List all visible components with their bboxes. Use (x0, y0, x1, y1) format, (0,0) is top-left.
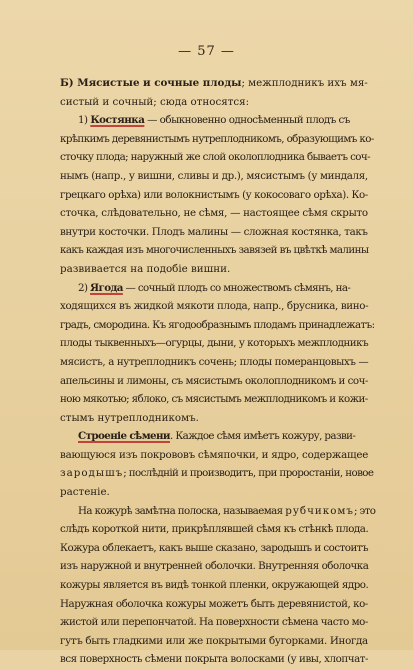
text-span: сточку плода; наружный же слой околоплодника бываетъ соч- (60, 151, 370, 164)
text-line (60, 130, 374, 149)
text-span: гутъ быть гладкими или же покрытыми бугорками. Иногда (60, 634, 368, 647)
text-span: — обыкновенно односѣменный плодъ съ (144, 114, 350, 127)
heading-term: Строеніе сѣмени (78, 430, 170, 443)
text-line (60, 353, 368, 372)
text-line (60, 446, 368, 465)
text-span: грецкаго орѣха) или волокнистымъ (у кокосоваго орѣха). Ко- (60, 188, 368, 201)
text-span: систый и сочный; сюда относятся: (60, 95, 250, 108)
text-span: ; послѣдній и производитъ, при проростаніи, новое (123, 467, 374, 480)
text-span: ходящихся въ жидкой мякоти плода, напр., брусника, вино- (60, 300, 369, 313)
heading-term: Костянка (90, 114, 145, 127)
text-span: крѣпкимъ деревянистымъ нутреплодникомъ, образующимъ ко- (60, 132, 374, 145)
text-line (60, 595, 368, 614)
text-line (60, 409, 368, 428)
text-line (60, 483, 368, 502)
text-span: Кожура облекаетъ, какъ выше сказано, зародышъ и состоитъ (60, 541, 369, 554)
text-line (60, 186, 368, 205)
text-line (60, 260, 368, 279)
text-line (60, 334, 368, 353)
text-line (60, 502, 376, 521)
heading-term: Ягода (90, 281, 123, 294)
text-line (60, 223, 368, 242)
text-span: градъ, смородина. Къ ягодообразнымъ плодамъ принадлежатъ: (60, 318, 375, 331)
text-line (60, 390, 368, 409)
text-span: На кожурѣ замѣтна полоска, называемая (78, 504, 286, 517)
text-span: развивается на подобіе вишни. (60, 262, 231, 275)
text-line (60, 241, 368, 260)
text-line (60, 372, 368, 391)
spaced-term: зародышъ (60, 467, 124, 480)
text-line (60, 316, 375, 335)
heading-term: Б) (60, 77, 78, 89)
text-span: вающуюся изъ покрововъ сѣмяпочки, и ядро, содержащее (60, 448, 369, 461)
text-line (60, 204, 368, 223)
text-span: нымъ (напр., у вишни, сливы и др.), мясистымъ (у миндаля, (60, 169, 368, 182)
text-span: плоды тыквенныхъ—огурцы, дыни, у которыхъ межплодникъ (60, 337, 369, 350)
text-line (60, 632, 368, 651)
text-line (60, 650, 368, 669)
text-span: Наружная оболочка кожуры можетъ быть деревянистой, ко- (60, 597, 368, 610)
heading-term: Мясистые и сочные плоды (77, 77, 242, 89)
text-line (60, 539, 368, 558)
text-span: ною мякотью; яблоко, съ мясистымъ межплодникомъ и кожи- (60, 393, 368, 406)
text-span: 1) (78, 114, 91, 127)
text-span: кожуры является въ видѣ тонкой пленки, окружающей ядро. (60, 579, 369, 592)
text-span: слѣдъ короткой нити, прикрѣплявшей сѣмя къ стѣнкѣ плода. (60, 523, 369, 536)
page-number: — 57 — (178, 44, 235, 59)
text-line (60, 93, 368, 112)
text-line (60, 613, 368, 632)
text-span: ; это (353, 504, 376, 517)
text-span: 2) (78, 281, 91, 294)
text-line (60, 427, 368, 446)
text-line (60, 111, 368, 130)
text-line (60, 279, 368, 298)
text-line (60, 557, 368, 576)
text-span: ; межплодникъ ихъ мя- (241, 77, 368, 89)
text-line (60, 167, 368, 186)
text-line (60, 297, 368, 316)
text-span: жистой или перепончатой. На поверхности сѣмена часто мо- (60, 616, 368, 629)
text-span: внутри косточки. Плодъ малины — сложная костянка, такъ (60, 225, 368, 238)
text-span: вся поверхность сѣмени покрыта волосками (у ивы, хлопчат- (60, 653, 369, 666)
text-span: стымъ нутреплодникомъ. (60, 411, 199, 424)
text-span: — сочный плодъ со множествомъ сѣмянъ, на- (122, 281, 351, 294)
text-line (60, 576, 368, 595)
text-line (60, 520, 368, 539)
text-span: мясистъ, а нутреплодникъ сочень; плоды померанцовыхъ — (60, 355, 369, 368)
text-span: сточка, слѣдовательно, не сѣмя, — настоящее сѣмя скрыто (60, 207, 368, 220)
text-line (60, 464, 374, 483)
body-text (60, 74, 376, 669)
text-span: апельсины и лимоны, съ мясистымъ околоплодникомъ и соч- (60, 374, 368, 387)
text-span: изъ наружной и внутренней оболочки. Внутренняя оболочка (60, 560, 369, 573)
text-line (60, 148, 368, 167)
text-span: . Каждое сѣмя имѣетъ кожуру, разви- (169, 430, 356, 443)
text-span: какъ каждая изъ многочисленныхъ завязей въ цвѣткѣ малины (60, 244, 369, 257)
text-span: растеніе. (60, 486, 110, 499)
spaced-term: рубчикомъ (285, 504, 354, 517)
text-line (60, 74, 368, 93)
